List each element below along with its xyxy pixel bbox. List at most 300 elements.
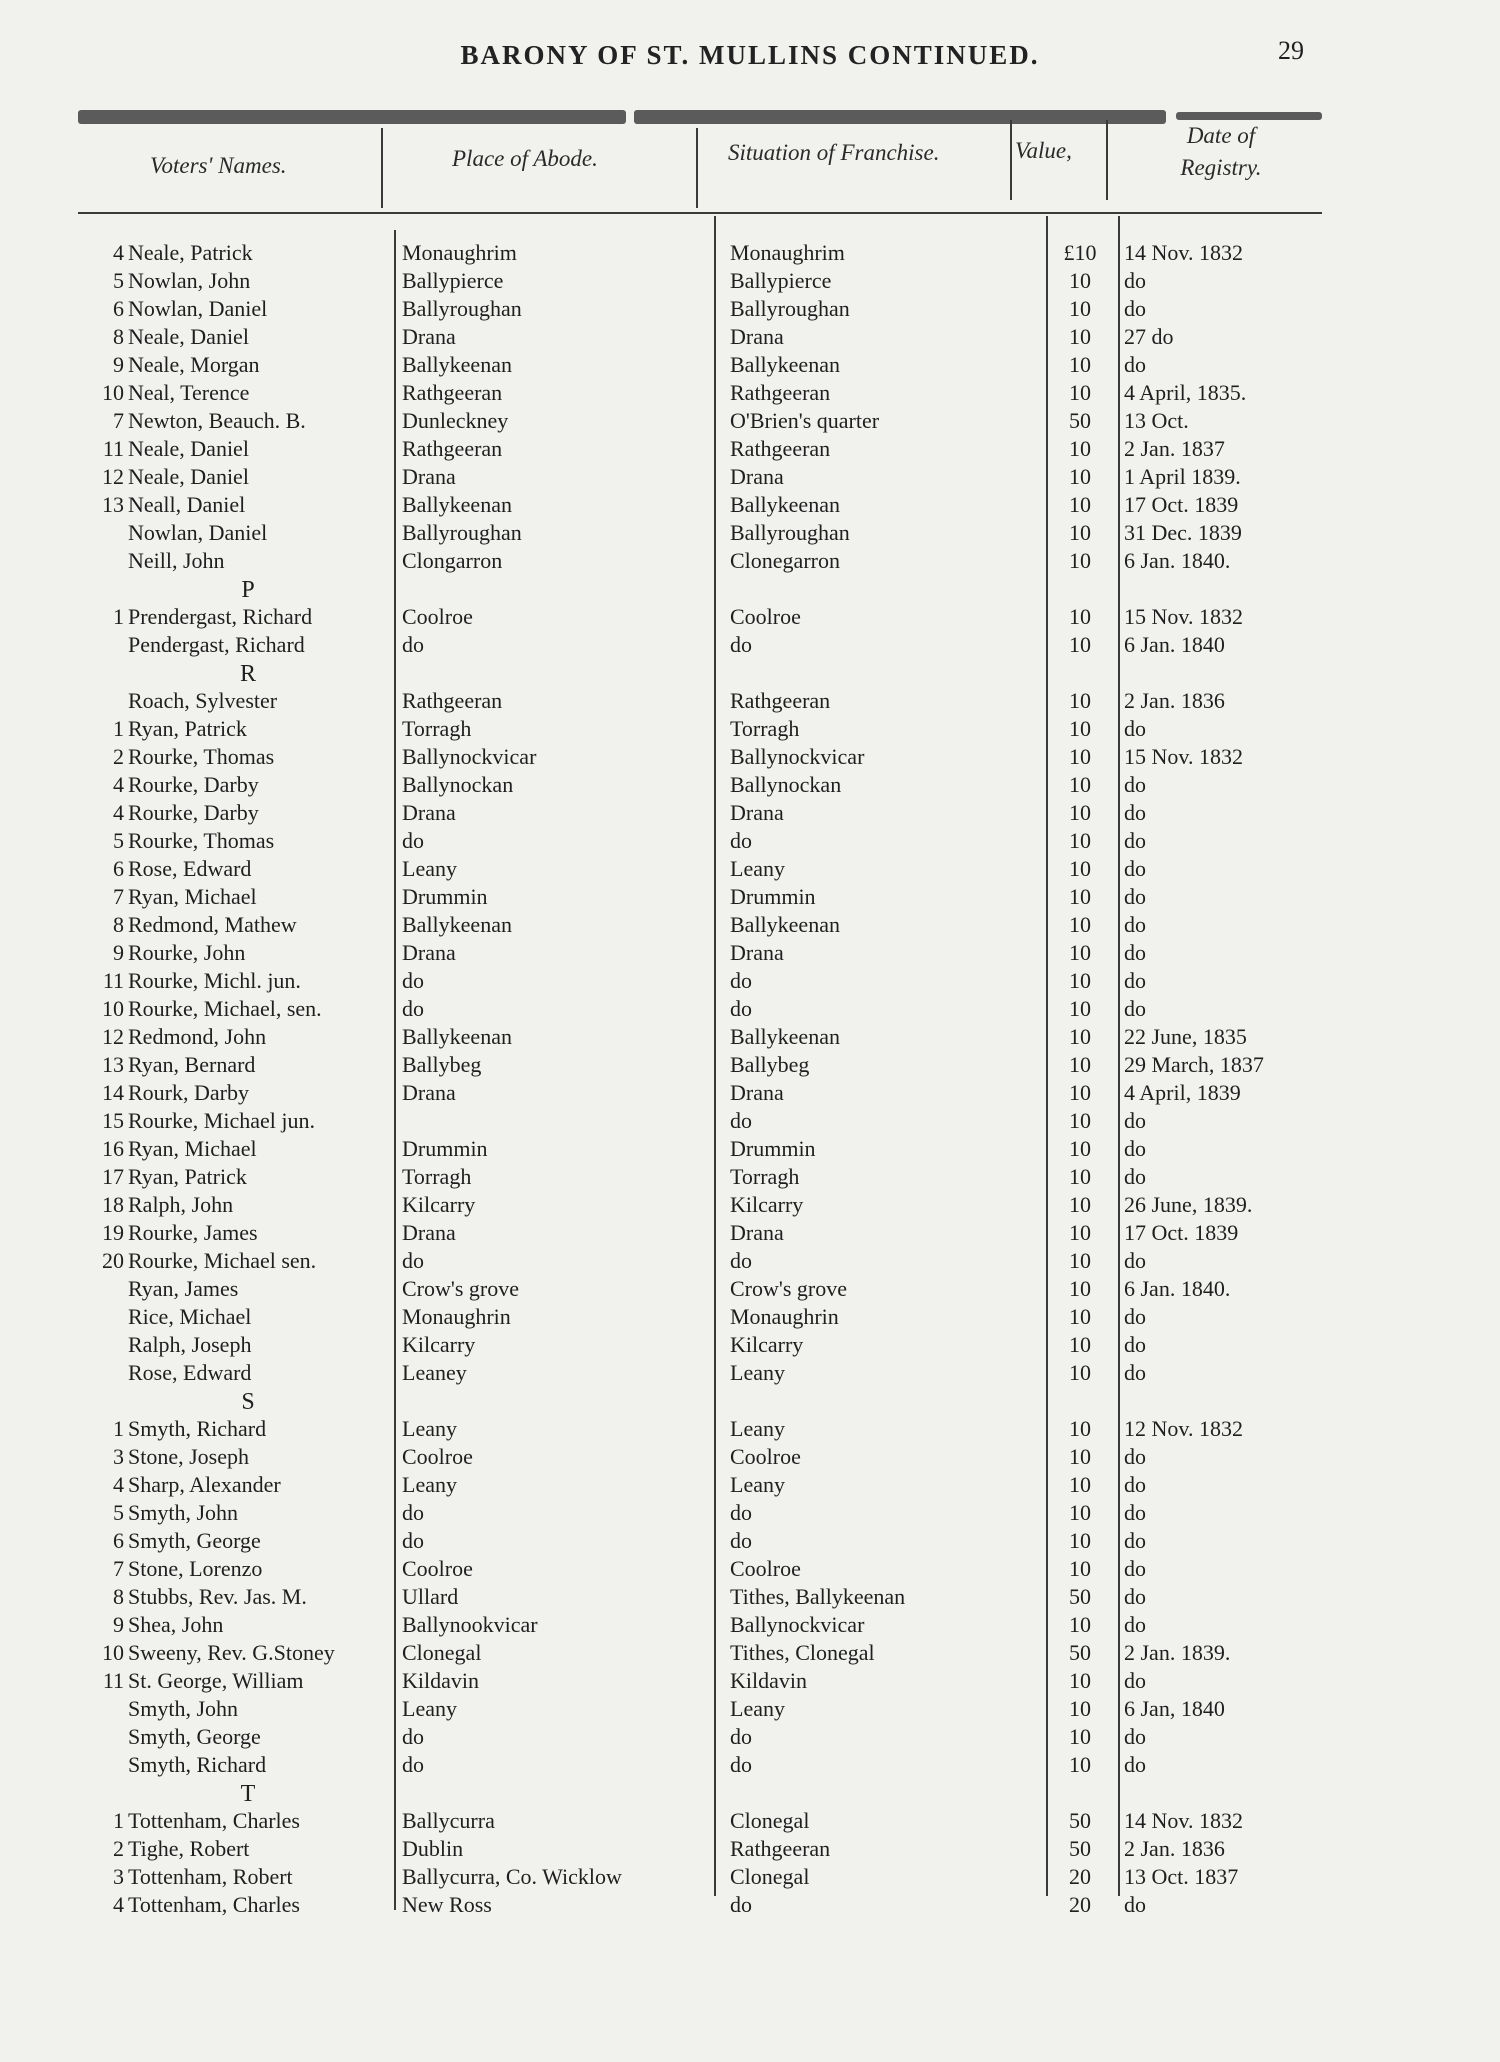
registry-date: 14 Nov. 1832 [1124,240,1243,265]
registry-date: do [1124,268,1146,293]
situation-of-franchise: Kilcarry [730,1332,804,1357]
voter-number: 16 [102,1136,124,1161]
voter-number: 6 [113,856,124,881]
franchise-value: 10 [1069,1080,1091,1105]
franchise-value: 10 [1069,268,1091,293]
voter-number: 4 [113,1892,124,1917]
voter-number: 19 [102,1220,124,1245]
place-of-abode: Drana [402,940,456,965]
franchise-value: 10 [1069,436,1091,461]
voter-name: Rose, Edward [128,1360,252,1385]
franchise-value: 10 [1069,324,1091,349]
voter-number: 15 [102,1108,124,1133]
place-of-abode: Crow's grove [402,1276,520,1301]
situation-of-franchise: Ballyroughan [730,520,850,545]
page-number: 29 [1278,36,1304,65]
franchise-value: 10 [1069,1276,1091,1301]
voter-number: 8 [113,1584,124,1609]
voter-name: Neale, Daniel [128,464,249,489]
situation-of-franchise: Ballynockvicar [730,744,865,769]
voter-name: Neal, Terence [128,380,250,405]
place-of-abode: Clonegal [402,1640,482,1665]
voter-name: Rourk, Darby [128,1080,249,1105]
voter-number: 12 [102,1024,124,1049]
header-rule [78,110,626,124]
place-of-abode: Leany [402,1472,457,1497]
situation-of-franchise: do [730,1248,752,1273]
situation-of-franchise: Clonegal [730,1808,810,1833]
situation-of-franchise: Clonegal [730,1864,810,1889]
voter-name: Rourke, John [128,940,246,965]
voter-name: Neale, Daniel [128,436,249,461]
situation-of-franchise: do [730,1108,752,1133]
registry-date: do [1124,1248,1146,1273]
voter-name: Redmond, John [128,1024,267,1049]
registry-date: do [1124,1528,1146,1553]
voter-name: Rourke, Michael jun. [128,1108,315,1133]
voter-number: 10 [102,380,124,405]
franchise-value: 10 [1069,940,1091,965]
registry-date: 2 Jan. 1836 [1124,1836,1225,1861]
registry-date: 15 Nov. 1832 [1124,604,1243,629]
place-of-abode: Drana [402,324,456,349]
franchise-value: 10 [1069,1444,1091,1469]
place-of-abode: Dunleckney [402,408,509,433]
registry-date: do [1124,968,1146,993]
registry-date: 29 March, 1837 [1124,1052,1264,1077]
place-of-abode: Drummin [402,884,488,909]
registry-date: do [1124,828,1146,853]
franchise-value: 10 [1069,1724,1091,1749]
voter-name: Rourke, Darby [128,800,259,825]
column-divider [1106,120,1108,200]
registry-date: 17 Oct. 1839 [1124,1220,1239,1245]
place-of-abode: Drana [402,1220,456,1245]
registry-date: do [1124,1360,1146,1385]
place-of-abode: Ballycurra, Co. Wicklow [402,1864,622,1889]
place-of-abode: Ballynockan [402,772,514,797]
registry-date: do [1124,296,1146,321]
voter-name: Ryan, Patrick [128,1164,247,1189]
column-divider [394,230,396,1910]
voter-name: St. George, William [128,1668,304,1693]
franchise-value: 10 [1069,912,1091,937]
voter-name: Pendergast, Richard [128,632,305,657]
voter-number: 1 [113,1416,124,1441]
voter-number: 2 [113,1836,124,1861]
place-of-abode: Leany [402,1416,457,1441]
place-of-abode: Coolroe [402,604,473,629]
situation-of-franchise: Rathgeeran [730,1836,831,1861]
place-of-abode: do [402,1752,424,1777]
place-of-abode: Ballybeg [402,1052,482,1077]
place-of-abode: do [402,1248,424,1273]
section-letter: T [240,1781,256,1807]
registry-date: 15 Nov. 1832 [1124,744,1243,769]
registry-date: 14 Nov. 1832 [1124,1808,1243,1833]
voter-number: 11 [102,1668,124,1693]
page-title: BARONY OF ST. MULLINS CONTINUED. [460,40,1040,70]
situation-of-franchise: Leany [730,856,785,881]
situation-of-franchise: do [730,1500,752,1525]
registry-date: do [1124,772,1146,797]
franchise-value: 20 [1069,1864,1091,1889]
voter-number: 14 [102,1080,124,1105]
registry-date: do [1124,1108,1146,1133]
franchise-value: 10 [1069,1500,1091,1525]
voter-name: Ryan, Michael [128,1136,257,1161]
place-of-abode: Ballykeenan [402,912,512,937]
franchise-value: 10 [1069,1108,1091,1133]
place-of-abode: Drummin [402,1136,488,1161]
registry-date: do [1124,1332,1146,1357]
situation-of-franchise: Coolroe [730,1556,801,1581]
situation-of-franchise: O'Brien's quarter [730,408,880,433]
header-rule [1176,112,1322,120]
situation-of-franchise: Ballybeg [730,1052,810,1077]
registry-date: 6 Jan. 1840 [1124,632,1225,657]
voter-number: 7 [113,408,124,433]
situation-of-franchise: Tithes, Ballykeenan [730,1584,906,1609]
voter-name: Smyth, George [128,1724,261,1749]
voter-name: Stubbs, Rev. Jas. M. [128,1584,307,1609]
place-of-abode: Monaughrim [402,240,517,265]
voter-number: 8 [113,912,124,937]
voter-number: 5 [113,828,124,853]
franchise-value: 10 [1069,352,1091,377]
place-of-abode: Rathgeeran [402,688,503,713]
situation-of-franchise: Torragh [730,1164,800,1189]
voter-name: Smyth, Richard [128,1752,267,1777]
franchise-value: 50 [1069,408,1091,433]
situation-of-franchise: Drana [730,1080,784,1105]
section-letter: P [241,577,255,603]
registry-date: do [1124,1472,1146,1497]
voter-name: Tighe, Robert [128,1836,250,1861]
voter-number: 9 [113,352,124,377]
franchise-value: 10 [1069,996,1091,1021]
situation-of-franchise: Coolroe [730,1444,801,1469]
registry-date: 6 Jan. 1840. [1124,548,1231,573]
franchise-value: 10 [1069,1136,1091,1161]
place-of-abode: do [402,632,424,657]
franchise-value: 10 [1069,1220,1091,1245]
registry-date: do [1124,1724,1146,1749]
voter-number: 5 [113,268,124,293]
situation-of-franchise: Crow's grove [730,1276,848,1301]
situation-of-franchise: do [730,1752,752,1777]
registry-date: do [1124,912,1146,937]
voter-number: 3 [113,1444,124,1469]
place-of-abode: Ballyroughan [402,296,522,321]
place-of-abode: Torragh [402,1164,472,1189]
registry-date: 13 Oct. [1124,408,1189,433]
voter-name: Stone, Lorenzo [128,1556,263,1581]
voter-number: 2 [113,744,124,769]
situation-of-franchise: do [730,1724,752,1749]
situation-of-franchise: Ballypierce [730,268,832,293]
registry-date: 4 April, 1835. [1124,380,1247,405]
place-of-abode: Ballycurra [402,1808,495,1833]
voter-name: Smyth, George [128,1528,261,1553]
column-header-franchise: Situation of Franchise. [728,140,940,165]
voter-name: Neale, Daniel [128,324,249,349]
franchise-value: 10 [1069,1360,1091,1385]
section-letter: R [239,661,256,687]
situation-of-franchise: Coolroe [730,604,801,629]
registry-date: do [1124,1500,1146,1525]
registry-date: 13 Oct. 1837 [1124,1864,1239,1889]
situation-of-franchise: Rathgeeran [730,688,831,713]
situation-of-franchise: Kilcarry [730,1192,804,1217]
franchise-value: 10 [1069,492,1091,517]
column-header-date: Date of Registry. [1180,123,1262,181]
voter-number: 10 [102,996,124,1021]
situation-of-franchise: Monaughrin [730,1304,839,1329]
situation-of-franchise: Drana [730,324,784,349]
franchise-value: 10 [1069,1668,1091,1693]
franchise-value: 10 [1069,1192,1091,1217]
franchise-value: 20 [1069,1892,1091,1917]
voter-name: Sharp, Alexander [128,1472,281,1497]
situation-of-franchise: Rathgeeran [730,380,831,405]
voter-name: Rice, Michael [128,1304,252,1329]
place-of-abode: do [402,1528,424,1553]
franchise-value: 10 [1069,856,1091,881]
voter-number: 12 [102,464,124,489]
place-of-abode: Monaughrin [402,1304,511,1329]
registry-date: 12 Nov. 1832 [1124,1416,1243,1441]
franchise-value: 10 [1069,1332,1091,1357]
situation-of-franchise: Leany [730,1416,785,1441]
column-header-value: Value, [1015,138,1072,163]
situation-of-franchise: do [730,968,752,993]
registry-date: 6 Jan, 1840 [1124,1696,1225,1721]
registry-date: do [1124,1444,1146,1469]
place-of-abode: Ullard [402,1584,459,1609]
voter-name: Smyth, John [128,1500,239,1525]
voter-name: Newton, Beauch. B. [128,408,306,433]
place-of-abode: do [402,828,424,853]
franchise-value: 10 [1069,828,1091,853]
registry-date: do [1124,1668,1146,1693]
voter-name: Tottenham, Charles [128,1892,300,1917]
voter-number: 1 [113,716,124,741]
voter-name: Neale, Patrick [128,240,253,265]
situation-of-franchise: do [730,1892,752,1917]
section-letter: S [241,1389,255,1415]
situation-of-franchise: do [730,1528,752,1553]
situation-of-franchise: Ballykeenan [730,912,840,937]
column-divider [381,128,383,208]
registry-date: 2 Jan. 1836 [1124,688,1225,713]
voter-number: 9 [113,1612,124,1637]
registry-date: do [1124,1136,1146,1161]
situation-of-franchise: Ballynockvicar [730,1612,865,1637]
place-of-abode: Kildavin [402,1668,479,1693]
registry-date: do [1124,1612,1146,1637]
voter-number: 7 [113,884,124,909]
situation-of-franchise: do [730,996,752,1021]
voter-number: 7 [113,1556,124,1581]
franchise-value: 10 [1069,1052,1091,1077]
voter-number: 6 [113,1528,124,1553]
place-of-abode: New Ross [402,1892,492,1917]
registry-date: 6 Jan. 1840. [1124,1276,1231,1301]
registry-date: do [1124,1752,1146,1777]
franchise-value: 10 [1069,1696,1091,1721]
voter-name: Rourke, Michl. jun. [128,968,301,993]
registry-date: 4 April, 1839 [1124,1080,1241,1105]
franchise-value: 50 [1069,1836,1091,1861]
registry-date: do [1124,884,1146,909]
situation-of-franchise: Rathgeeran [730,436,831,461]
place-of-abode: Leany [402,1696,457,1721]
voter-name: Stone, Joseph [128,1444,249,1469]
voter-number: 8 [113,324,124,349]
voter-number: 11 [102,968,124,993]
voter-name: Ryan, Patrick [128,716,247,741]
voter-name: Rourke, Darby [128,772,259,797]
place-of-abode: Drana [402,800,456,825]
header-rule [634,110,1166,124]
place-of-abode: Ballykeenan [402,352,512,377]
voter-number: 10 [102,1640,124,1665]
registry-date: do [1124,716,1146,741]
place-of-abode: Ballypierce [402,268,504,293]
situation-of-franchise: Leany [730,1360,785,1385]
situation-of-franchise: Torragh [730,716,800,741]
situation-of-franchise: Ballykeenan [730,352,840,377]
voter-name: Tottenham, Robert [128,1864,293,1889]
franchise-value: 10 [1069,380,1091,405]
franchise-value: 10 [1069,1528,1091,1553]
situation-of-franchise: Drana [730,1220,784,1245]
place-of-abode: do [402,996,424,1021]
franchise-value: 10 [1069,772,1091,797]
registry-date: 1 April 1839. [1124,464,1241,489]
voter-number: 18 [102,1192,124,1217]
place-of-abode: Torragh [402,716,472,741]
column-header-abode: Place of Abode. [452,146,598,171]
franchise-value: 50 [1069,1584,1091,1609]
voter-name: Ryan, James [128,1276,239,1301]
voter-name: Roach, Sylvester [128,688,278,713]
franchise-value: 10 [1069,1556,1091,1581]
voter-name: Rourke, Michael, sen. [128,996,322,1021]
place-of-abode: Rathgeeran [402,436,503,461]
franchise-value: £10 [1063,240,1097,265]
place-of-abode: do [402,1500,424,1525]
place-of-abode: Ballykeenan [402,1024,512,1049]
situation-of-franchise: Ballyroughan [730,296,850,321]
registry-date: do [1124,1164,1146,1189]
voter-number: 4 [113,772,124,797]
situation-of-franchise: Clonegarron [730,548,840,573]
registry-date: 2 Jan. 1839. [1124,1640,1231,1665]
registry-date: do [1124,1304,1146,1329]
place-of-abode: Coolroe [402,1556,473,1581]
franchise-value: 10 [1069,800,1091,825]
situation-of-franchise: Monaughrim [730,240,845,265]
voter-number: 5 [113,1500,124,1525]
registry-date: 2 Jan. 1837 [1124,436,1225,461]
voter-name: Shea, John [128,1612,224,1637]
voter-number: 4 [113,800,124,825]
voter-name: Tottenham, Charles [128,1808,300,1833]
voter-number: 9 [113,940,124,965]
voter-name: Rourke, Thomas [128,828,275,853]
place-of-abode: Kilcarry [402,1332,476,1357]
place-of-abode: Ballykeenan [402,492,512,517]
column-divider [714,216,716,1896]
voter-name: Neall, Daniel [128,492,246,517]
franchise-value: 10 [1069,1164,1091,1189]
registry-date: 26 June, 1839. [1124,1192,1253,1217]
voter-number: 11 [102,436,124,461]
voter-number: 17 [102,1164,124,1189]
place-of-abode: Ballynookvicar [402,1612,538,1637]
registry-date: do [1124,996,1146,1021]
column-divider [696,128,698,208]
voter-name: Nowlan, Daniel [128,296,268,321]
voter-name: Redmond, Mathew [128,912,297,937]
situation-of-franchise: Drana [730,464,784,489]
voter-name: Sweeny, Rev. G.Stoney [128,1640,335,1665]
situation-of-franchise: Drana [730,940,784,965]
place-of-abode: Leany [402,856,457,881]
voter-name: Rourke, James [128,1220,258,1245]
place-of-abode: Ballynockvicar [402,744,537,769]
franchise-value: 10 [1069,1248,1091,1273]
situation-of-franchise: Leany [730,1472,785,1497]
situation-of-franchise: Tithes, Clonegal [730,1640,875,1665]
franchise-value: 10 [1069,744,1091,769]
voter-name: Prendergast, Richard [128,604,313,629]
place-of-abode: do [402,968,424,993]
place-of-abode: Drana [402,464,456,489]
franchise-value: 50 [1069,1808,1091,1833]
voter-number: 20 [102,1248,124,1273]
place-of-abode: Drana [402,1080,456,1105]
situation-of-franchise: Ballykeenan [730,492,840,517]
franchise-value: 10 [1069,296,1091,321]
situation-of-franchise: Drana [730,800,784,825]
place-of-abode: Ballyroughan [402,520,522,545]
franchise-value: 10 [1069,884,1091,909]
situation-of-franchise: Drummin [730,884,816,909]
situation-of-franchise: Kildavin [730,1668,807,1693]
registry-date: do [1124,352,1146,377]
registry-date: 31 Dec. 1839 [1124,520,1242,545]
voter-number: 4 [113,240,124,265]
registry-date: do [1124,1584,1146,1609]
registry-date: do [1124,856,1146,881]
situation-of-franchise: do [730,632,752,657]
voter-name: Rourke, Thomas [128,744,275,769]
voter-number: 1 [113,1808,124,1833]
franchise-value: 10 [1069,716,1091,741]
column-divider [1046,216,1048,1896]
voter-number: 13 [102,1052,124,1077]
franchise-value: 10 [1069,1472,1091,1497]
place-of-abode: Rathgeeran [402,380,503,405]
voter-name: Neill, John [128,548,225,573]
column-header-names: Voters' Names. [150,153,287,178]
voter-name: Nowlan, John [128,268,251,293]
franchise-value: 50 [1069,1640,1091,1665]
voter-number: 6 [113,296,124,321]
